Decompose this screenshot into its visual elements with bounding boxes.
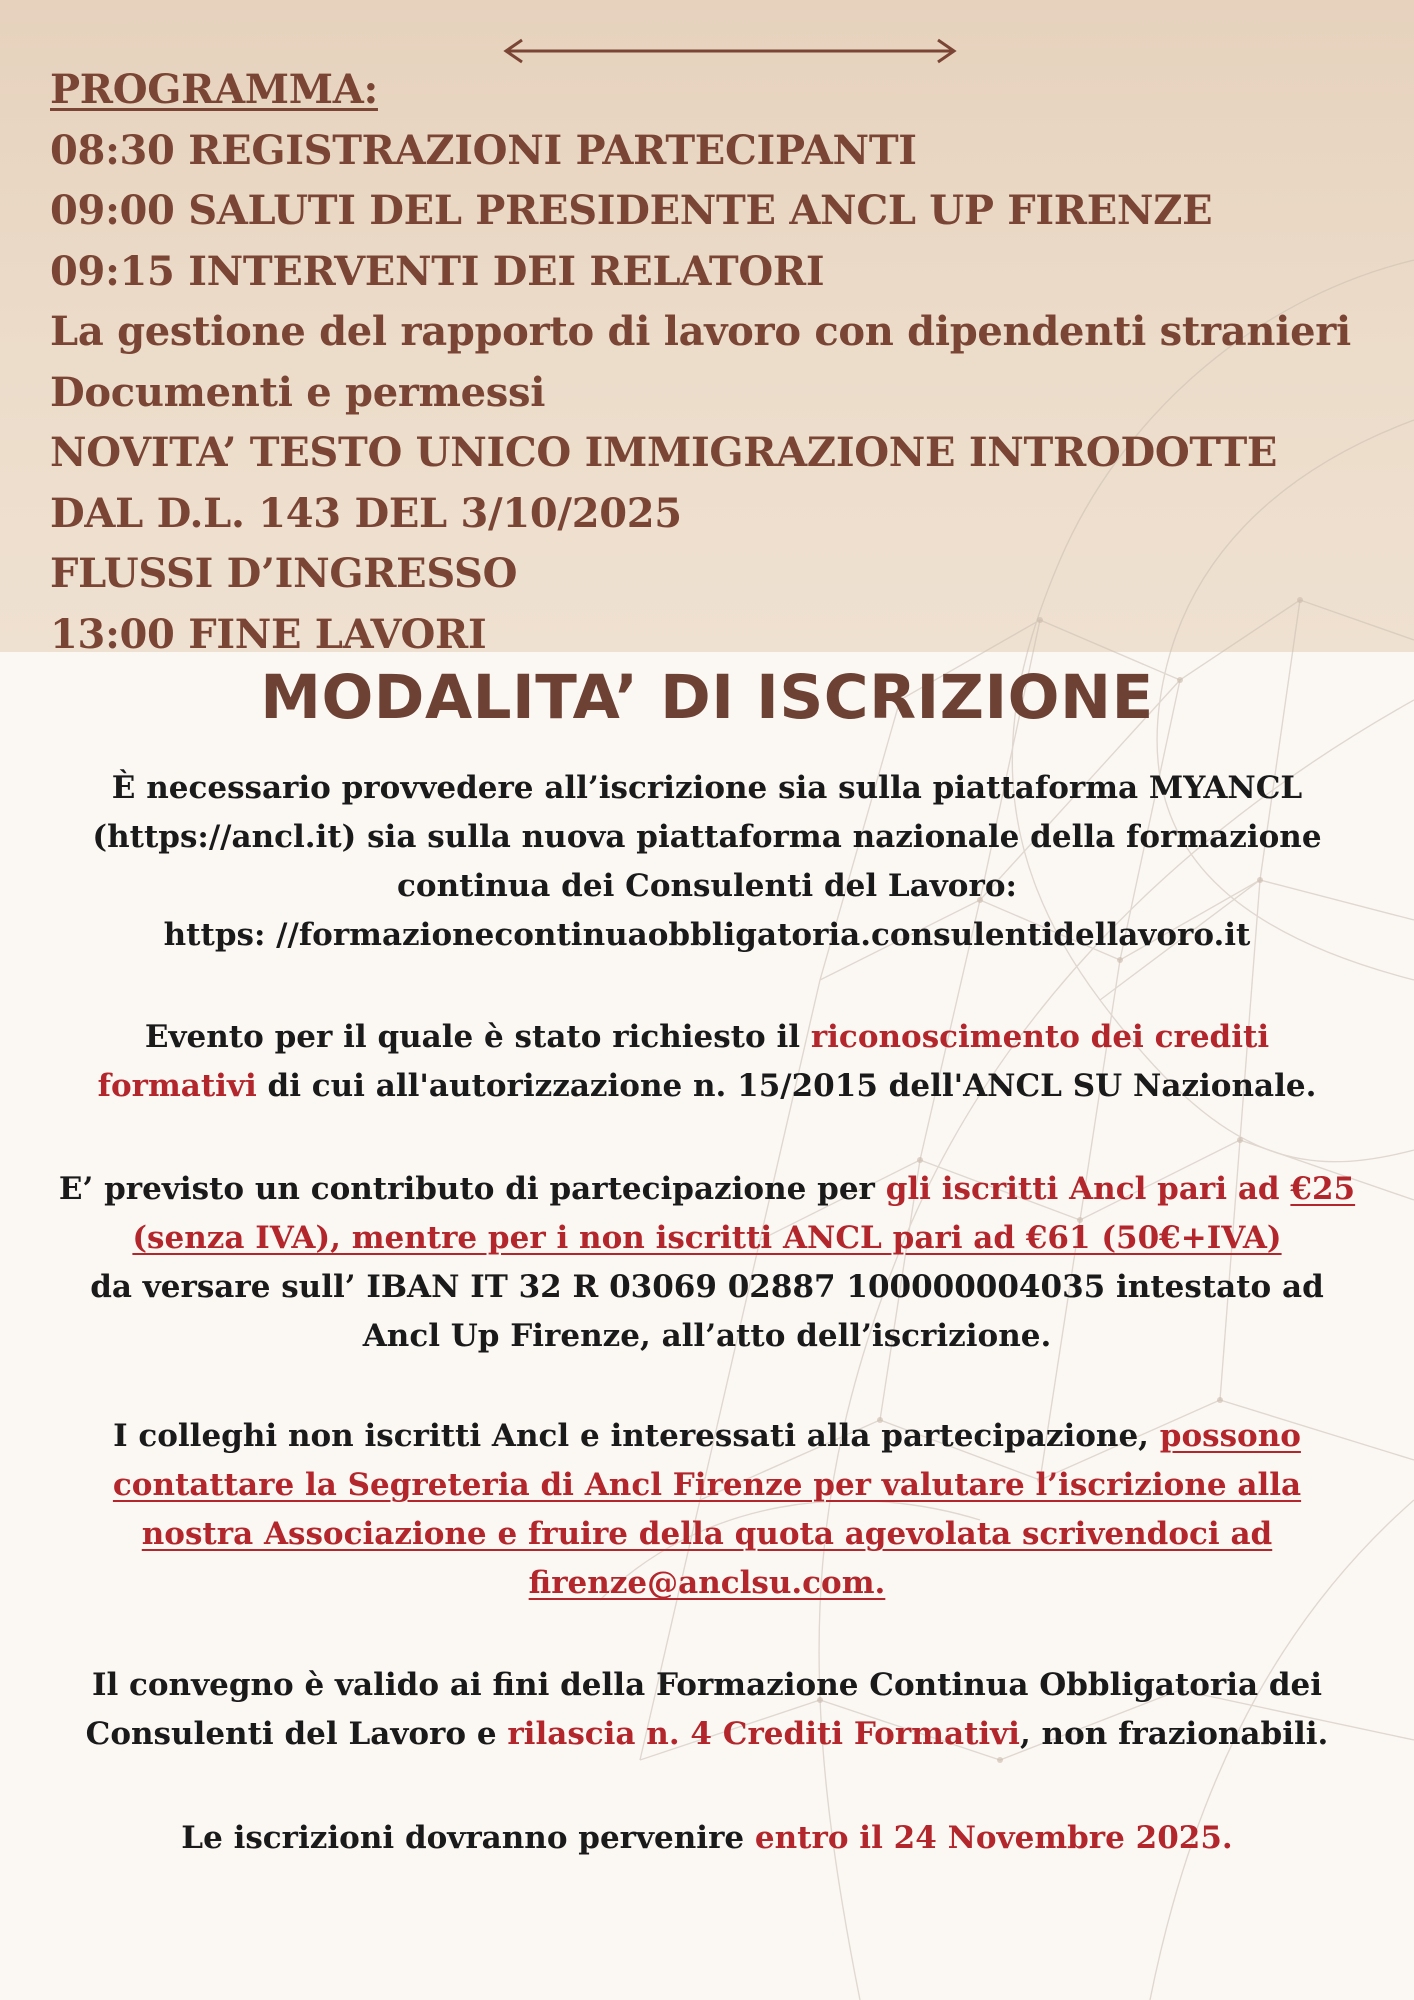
text-line: Il convegno è valido ai fini della Formazione Continua Obbligatoria dei xyxy=(91,1667,1323,1703)
text-line: continua dei Consulenti del Lavoro: xyxy=(397,868,1017,904)
program-line: Documenti e permessi xyxy=(50,368,546,416)
program-line: DAL D.L. 143 DEL 3/10/2025 xyxy=(50,489,682,537)
text-segment: Le iscrizioni dovranno pervenire xyxy=(181,1820,755,1856)
text-line: (https://ancl.it) sia sulla nuova piattaforma nazionale della formazione xyxy=(92,819,1322,855)
highlight-text: €25 xyxy=(1290,1171,1356,1207)
credits-recognition-paragraph xyxy=(20,1013,1394,1111)
highlight-text: contattare la Segreteria di Ancl Firenze per valutare l’iscrizione alla xyxy=(112,1467,1302,1503)
program-line: 13:00 FINE LAVORI xyxy=(50,610,487,658)
registration-instructions xyxy=(20,764,1394,960)
highlight-text: riconoscimento dei crediti xyxy=(810,1019,1270,1055)
deadline-paragraph xyxy=(20,1814,1394,1863)
text-segment: Consulenti del Lavoro e xyxy=(85,1716,508,1752)
registration-title: MODALITA’ DI ISCRIZIONE xyxy=(260,662,1154,733)
text-segment: , non frazionabili. xyxy=(1019,1716,1329,1752)
highlight-text: formativi xyxy=(97,1068,257,1104)
platform-url[interactable]: https: //formazionecontinuaobbligatoria.consulentidellavoro.it xyxy=(163,917,1251,953)
email-link[interactable]: firenze@anclsu.com. xyxy=(528,1565,886,1601)
text-segment: Evento per il quale è stato richiesto il xyxy=(144,1019,811,1055)
text-segment: E’ previsto un contributo di partecipazione per xyxy=(58,1171,886,1207)
program-line: FLUSSI D’INGRESSO xyxy=(50,550,518,597)
deadline-date: entro il 24 Novembre 2025. xyxy=(754,1820,1233,1856)
program-heading: PROGRAMMA: xyxy=(50,66,378,113)
text-segment: I colleghi non iscritti Ancl e interessati alla partecipazione, xyxy=(113,1418,1160,1454)
program-line: NOVITA’ TESTO UNICO IMMIGRAZIONE INTRODOTTE xyxy=(50,429,1278,476)
fee-details: (senza IVA), mentre per i non iscritti ANCL pari ad €61 (50€+IVA) xyxy=(132,1220,1282,1256)
validity-paragraph xyxy=(20,1661,1394,1759)
program-line: 09:15 INTERVENTI DEI RELATORI xyxy=(50,247,825,295)
program-line: 09:00 SALUTI DEL PRESIDENTE ANCL UP FIRENZE xyxy=(50,187,1213,234)
highlight-text: rilascia n. 4 Crediti Formativi xyxy=(507,1716,1020,1752)
highlight-text: nostra Associazione e fruire della quota agevolata scrivendoci ad xyxy=(141,1516,1273,1552)
program-line: 08:30 REGISTRAZIONI PARTECIPANTI xyxy=(50,126,917,174)
text-line: È necessario provvedere all’iscrizione sia sulla piattaforma MYANCL xyxy=(111,770,1303,806)
program-line: La gestione del rapporto di lavoro con dipendenti stranieri xyxy=(50,308,1351,355)
highlight-text: gli iscritti Ancl pari ad xyxy=(885,1171,1291,1207)
non-members-paragraph xyxy=(20,1412,1394,1608)
fee-paragraph xyxy=(20,1165,1394,1361)
highlight-text: possono xyxy=(1159,1418,1301,1454)
program-section xyxy=(50,60,1351,665)
iban-line: da versare sull’ IBAN IT 32 R 03069 02887 100000004035 intestato ad xyxy=(90,1269,1324,1305)
text-line: Ancl Up Firenze, all’atto dell’iscrizione. xyxy=(362,1318,1052,1354)
text-segment: di cui all'autorizzazione n. 15/2015 dell'ANCL SU Nazionale. xyxy=(256,1068,1317,1104)
